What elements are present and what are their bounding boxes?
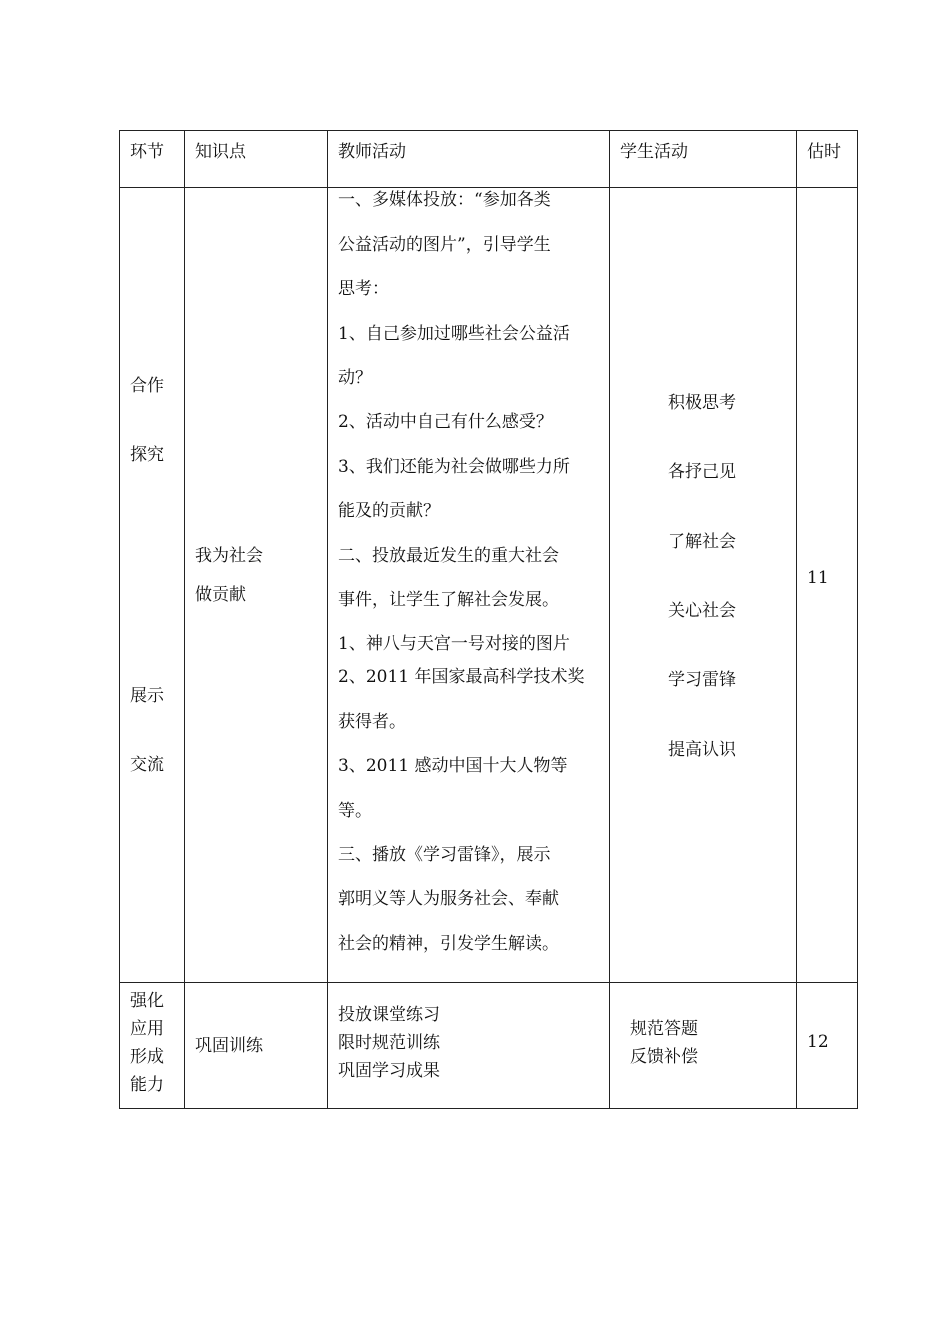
student-line: 积极思考: [668, 393, 736, 413]
stage-cell: [120, 188, 185, 983]
time-cell: [797, 188, 858, 983]
header-teacher: 教师活动: [328, 131, 610, 188]
table-row: [120, 983, 858, 1109]
header-time: 估时: [797, 131, 858, 188]
time-value: 11: [807, 568, 829, 588]
lesson-plan-table: [119, 130, 858, 1109]
stage-text: 应用: [130, 1019, 164, 1039]
teacher-line: 限时规范训练: [338, 1033, 440, 1053]
teacher-line: 3、2011 感动中国十大人物等: [338, 756, 568, 776]
student-activity-cell: [610, 983, 797, 1109]
teacher-line: 获得者。: [338, 712, 406, 732]
teacher-line: 思考：: [338, 279, 389, 299]
stage-text: 能力: [130, 1075, 164, 1095]
teacher-line: 2、活动中自己有什么感受？: [338, 412, 553, 432]
teacher-line: 三、播放《学习雷锋》，展示: [338, 845, 551, 865]
header-knowledge: 知识点: [185, 131, 328, 188]
student-line: 关心社会: [668, 601, 736, 621]
teacher-line: 郭明义等人为服务社会、奉献: [338, 889, 559, 909]
teacher-line: 一、多媒体投放：“参加各类: [338, 190, 551, 210]
teacher-line: 1、自己参加过哪些社会公益活: [338, 324, 570, 344]
stage-text: 交流: [130, 755, 164, 775]
teacher-activity-cell: [328, 983, 610, 1109]
stage-text: 形成: [130, 1047, 164, 1067]
header-row: [120, 131, 858, 188]
teacher-line: 能及的贡献？: [338, 501, 440, 521]
student-line: 规范答题: [630, 1019, 698, 1039]
teacher-line: 3、我们还能为社会做哪些力所: [338, 457, 570, 477]
stage-cell: [120, 983, 185, 1109]
teacher-line: 二、投放最近发生的重大社会: [338, 546, 559, 566]
teacher-line: 巩固学习成果: [338, 1061, 440, 1081]
student-line: 各抒己见: [668, 462, 736, 482]
student-line: 提高认识: [668, 740, 736, 760]
stage-text: 展示: [130, 686, 164, 706]
stage-text: 探究: [130, 445, 164, 465]
time-value: 12: [807, 1032, 829, 1052]
stage-text: 强化: [130, 991, 164, 1011]
knowledge-text: 做贡献: [195, 585, 246, 605]
teacher-line: 等。: [338, 801, 372, 821]
teacher-line: 公益活动的图片”，引导学生: [338, 235, 551, 255]
header-stage: 环节: [120, 131, 185, 188]
knowledge-text: 巩固训练: [195, 1036, 263, 1056]
student-line: 学习雷锋: [668, 670, 736, 690]
teacher-line: 2、2011 年国家最高科学技术奖: [338, 667, 585, 687]
header-student: 学生活动: [610, 131, 797, 188]
teacher-line: 1、神八与天宫一号对接的图片: [338, 634, 570, 654]
knowledge-text: 我为社会: [195, 546, 263, 566]
teacher-line: 事件，让学生了解社会发展。: [338, 590, 559, 610]
student-line: 反馈补偿: [630, 1047, 698, 1067]
teacher-line: 动？: [338, 368, 372, 388]
knowledge-cell: [185, 983, 328, 1109]
knowledge-cell: [185, 188, 328, 983]
stage-text: 合作: [130, 376, 164, 396]
teacher-line: 社会的精神，引发学生解读。: [338, 934, 559, 954]
teacher-line: 投放课堂练习: [338, 1005, 440, 1025]
table-row: [120, 188, 858, 983]
teacher-activity-cell: [328, 188, 610, 983]
time-cell: [797, 983, 858, 1109]
student-line: 了解社会: [668, 532, 736, 552]
student-activity-cell: [610, 188, 797, 983]
